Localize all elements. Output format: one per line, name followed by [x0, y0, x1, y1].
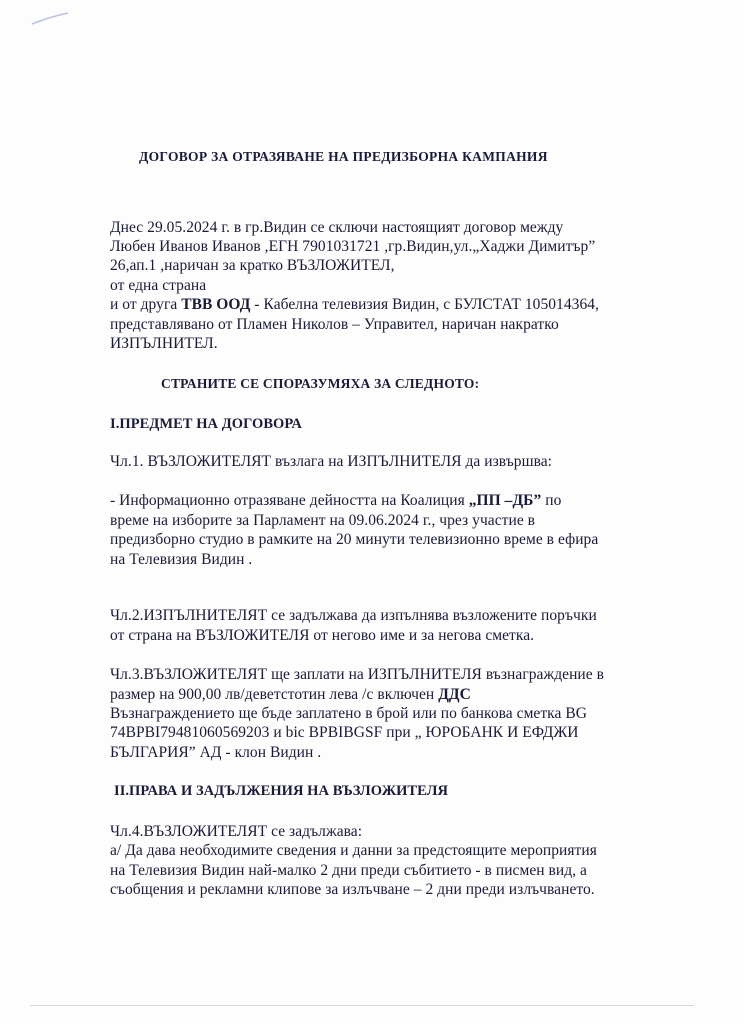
art2-line-1: Чл.2.ИЗПЪЛНИТЕЛЯТ се задължава да изпълнява възложените поръчки [110, 607, 597, 624]
art3-line-2 [110, 685, 471, 705]
art4-line-3: на Телевизия Видин най-малко 2 дни преди събитието - в писмен вид, а [110, 862, 587, 879]
coalition-name: „ПП –ДБ” [468, 492, 542, 509]
contractor-name: ТВВ ООД [181, 296, 251, 313]
intro-line-5 [110, 295, 599, 315]
intro-line-3: 26,ап.1 ,наричан за кратко ВЪЗЛОЖИТЕЛ, [110, 257, 395, 274]
art3-line-5: БЪЛГАРИЯ” АД - клон Видин . [110, 744, 322, 761]
art2-line-2: от страна на ВЪЗЛОЖИТЕЛЯ от негово име и за негова сметка. [110, 627, 535, 644]
art3-line-3: Възнаграждението ще бъде заплатено в брой или по банкова сметка BG [110, 705, 588, 722]
art1-line-2-post: по [541, 492, 562, 509]
art4-line-1: Чл.4.ВЪЗЛОЖИТЕЛЯТ се задължава: [110, 823, 363, 840]
section-1-heading: I.ПРЕДМЕТ НА ДОГОВОРА [110, 416, 302, 432]
art3-line-1: Чл.3.ВЪЗЛОЖИТЕЛЯТ ще заплати на ИЗПЪЛНИТЕЛЯ възнаграждение в [110, 666, 604, 683]
intro-line-5-pre: и от друга [110, 296, 182, 313]
art1-line-2-pre: - Информационно отразяване дейността на Коалиция [110, 492, 469, 509]
art1-line-3: време на изборите за Парламент на 09.06.2024 г., чрез участие в [110, 512, 536, 529]
vat-label: ДДС [438, 686, 471, 703]
agreement-heading: СТРАНИТЕ СЕ СПОРАЗУМЯХА ЗА СЛЕДНОТО: [161, 376, 480, 391]
intro-line-7: ИЗПЪЛНИТЕЛ. [110, 335, 218, 352]
art4-line-4: съобщения и рекламни клипове за излъчване – 2 дни преди излъчването. [110, 881, 595, 898]
section-2-heading: II.ПРАВА И ЗАДЪЛЖЕНИЯ НА ВЪЗЛОЖИТЕЛЯ [114, 783, 449, 799]
intro-line-4: от една страна [110, 277, 207, 294]
art3-line-2-pre: размер на 900,00 лв/деветстотин лева /с включен [110, 686, 439, 703]
art4-line-2: а/ Да дава необходимите сведения и данни за предстоящите мероприятия [110, 842, 597, 859]
art1-line-2 [110, 491, 561, 511]
intro-line-6: представлявано от Пламен Николов – Управител, наричан накратко [110, 316, 559, 333]
art1-line-5: на Телевизия Видин . [110, 551, 253, 568]
document-title: ДОГОВОР ЗА ОТРАЗЯВАНЕ НА ПРЕДИЗБОРНА КАМПАНИЯ [139, 149, 548, 164]
art3-line-4: 74BPBI79481060569203 и bic BPBIBGSF при „ ЮРОБАНК И ЕФДЖИ [110, 724, 579, 741]
intro-line-5-post: - Кабелна телевизия Видин, с БУЛСТАТ 105014364, [250, 296, 599, 313]
scan-edge-line [30, 1005, 694, 1006]
art1-line-1: Чл.1. ВЪЗЛОЖИТЕЛЯТ възлага на ИЗПЪЛНИТЕЛЯ да извършва: [110, 453, 553, 470]
intro-line-1: Днес 29.05.2024 г. в гр.Видин се сключи настоящият договор между [110, 219, 564, 236]
intro-line-2: Любен Иванов Иванов ,ЕГН 7901031721 ,гр.Видин,ул.„Хаджи Димитър” [110, 238, 596, 255]
art1-line-4: предизборно студио в рамките на 20 минути телевизионно време в ефира [110, 531, 599, 548]
